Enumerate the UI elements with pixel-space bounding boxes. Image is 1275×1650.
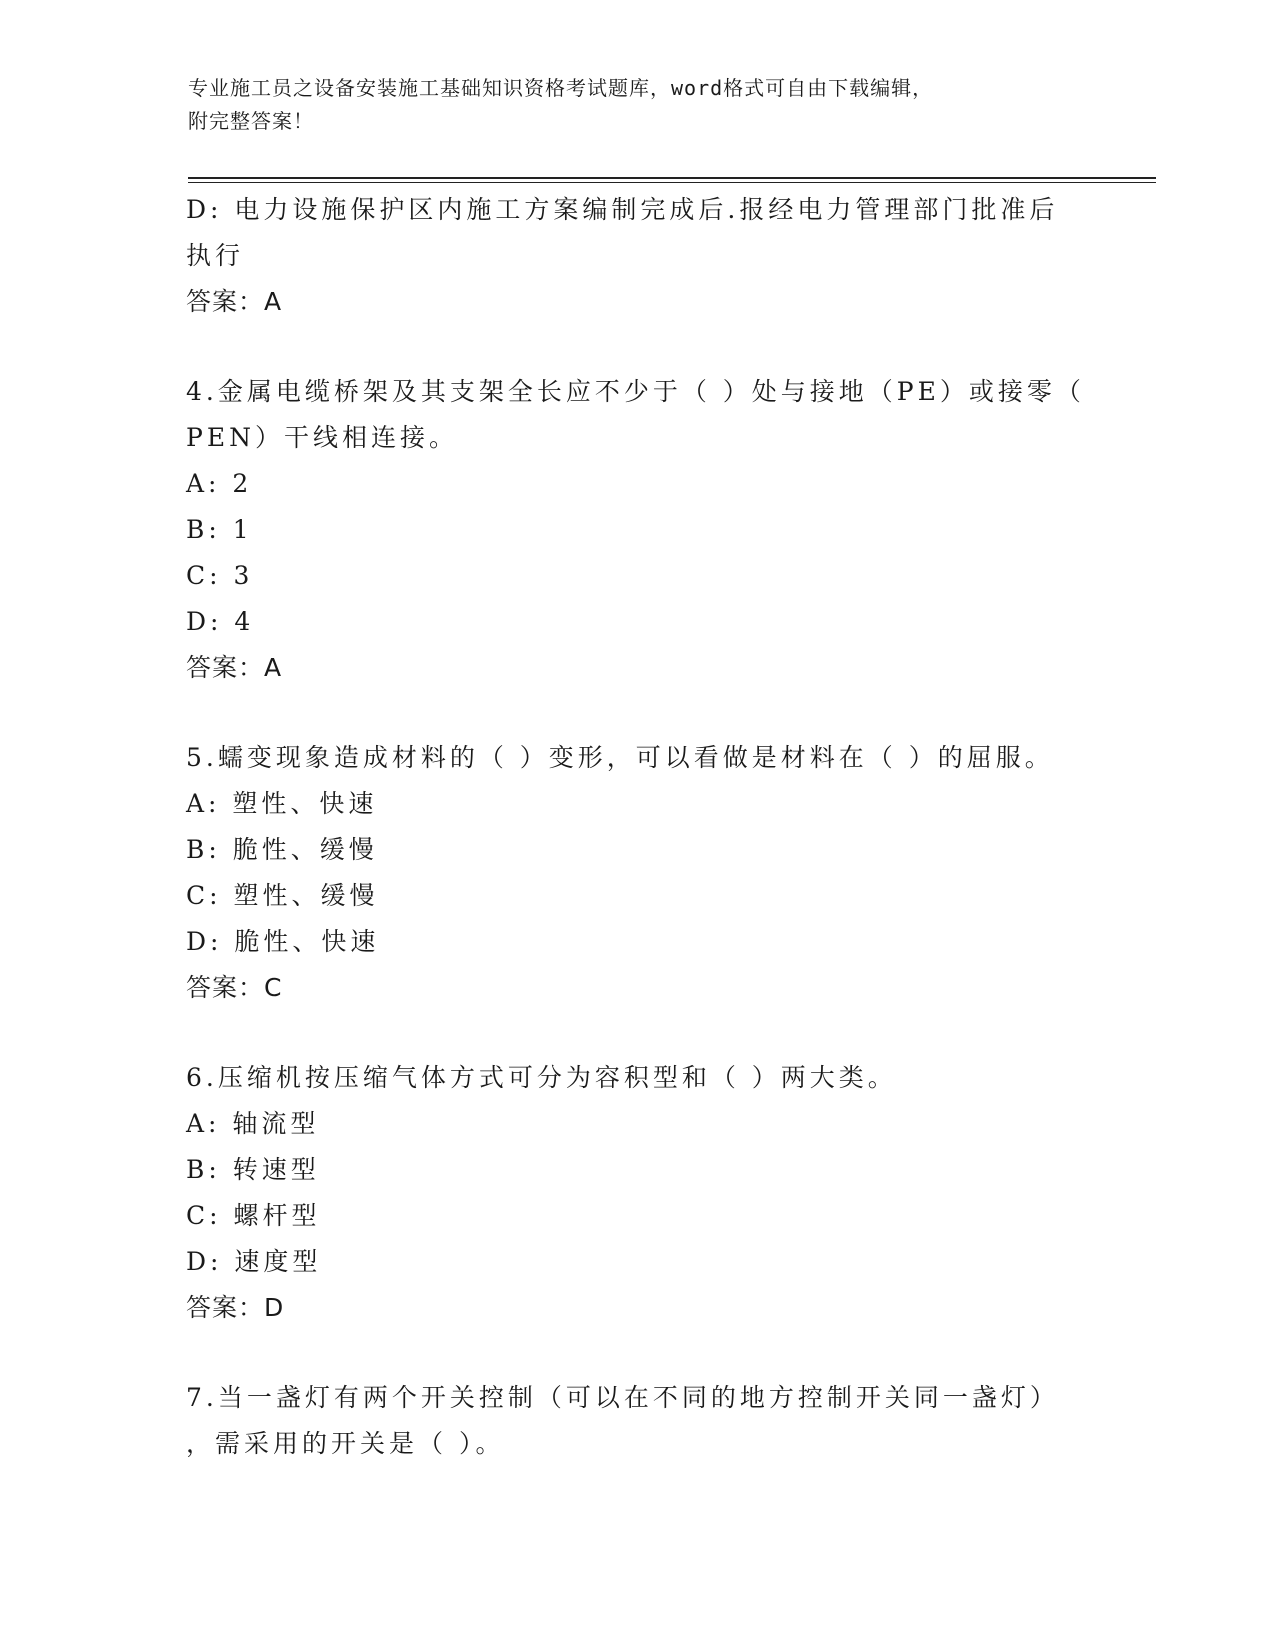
header-divider-thin — [188, 182, 1156, 183]
header-line-1: 专业施工员之设备安装施工基础知识资格考试题库，word格式可自由下载编辑， — [188, 76, 934, 100]
question-7 — [186, 1375, 1086, 1467]
option-d: D: 脆性、快速 — [186, 927, 380, 956]
answer-line: 答案：D — [186, 1293, 285, 1322]
question-6 — [186, 1055, 1086, 1331]
header-divider-thick — [188, 177, 1156, 179]
question-text-line-2: ，需采用的开关是（ ）。 — [186, 1429, 505, 1458]
document-header — [188, 72, 1068, 138]
question-5 — [186, 735, 1086, 1011]
question-3-continued — [186, 187, 1086, 325]
option-c: C: 塑性、缓慢 — [186, 881, 379, 910]
question-text: 5.蠕变现象造成材料的（ ）变形，可以看做是材料在（ ）的屈服。 — [186, 743, 1054, 772]
option-d-line-1: D: 电力设施保护区内施工方案编制完成后.报经电力管理部门批准后 — [186, 195, 1059, 224]
option-a: A: 轴流型 — [186, 1109, 320, 1138]
answer-line: 答案：A — [186, 287, 283, 316]
answer-line: 答案：A — [186, 653, 283, 682]
question-4 — [186, 369, 1086, 691]
option-d-line-2: 执行 — [186, 241, 245, 270]
question-text-line-1: 4.金属电缆桥架及其支架全长应不少于（ ）处与接地（PE）或接零（ — [186, 377, 1085, 406]
question-text-line-1: 7.当一盏灯有两个开关控制（可以在不同的地方控制开关同一盏灯） — [186, 1383, 1059, 1412]
question-list — [186, 187, 1086, 1467]
option-a: A: 2 — [186, 469, 253, 498]
option-b: B: 转速型 — [186, 1155, 320, 1184]
option-d: D: 速度型 — [186, 1247, 322, 1276]
option-b: B: 1 — [186, 515, 253, 544]
option-c: C: 螺杆型 — [186, 1201, 321, 1230]
answer-line: 答案：C — [186, 973, 283, 1002]
option-b: B: 脆性、缓慢 — [186, 835, 378, 864]
question-text: 6.压缩机按压缩气体方式可分为容积型和（ ）两大类。 — [186, 1063, 897, 1092]
question-text-line-2: PEN）干线相连接。 — [186, 423, 458, 452]
option-a: A: 塑性、快速 — [186, 789, 378, 818]
option-c: C: 3 — [186, 561, 254, 590]
header-line-2: 附完整答案！ — [188, 109, 314, 133]
option-d: D: 4 — [186, 607, 255, 636]
